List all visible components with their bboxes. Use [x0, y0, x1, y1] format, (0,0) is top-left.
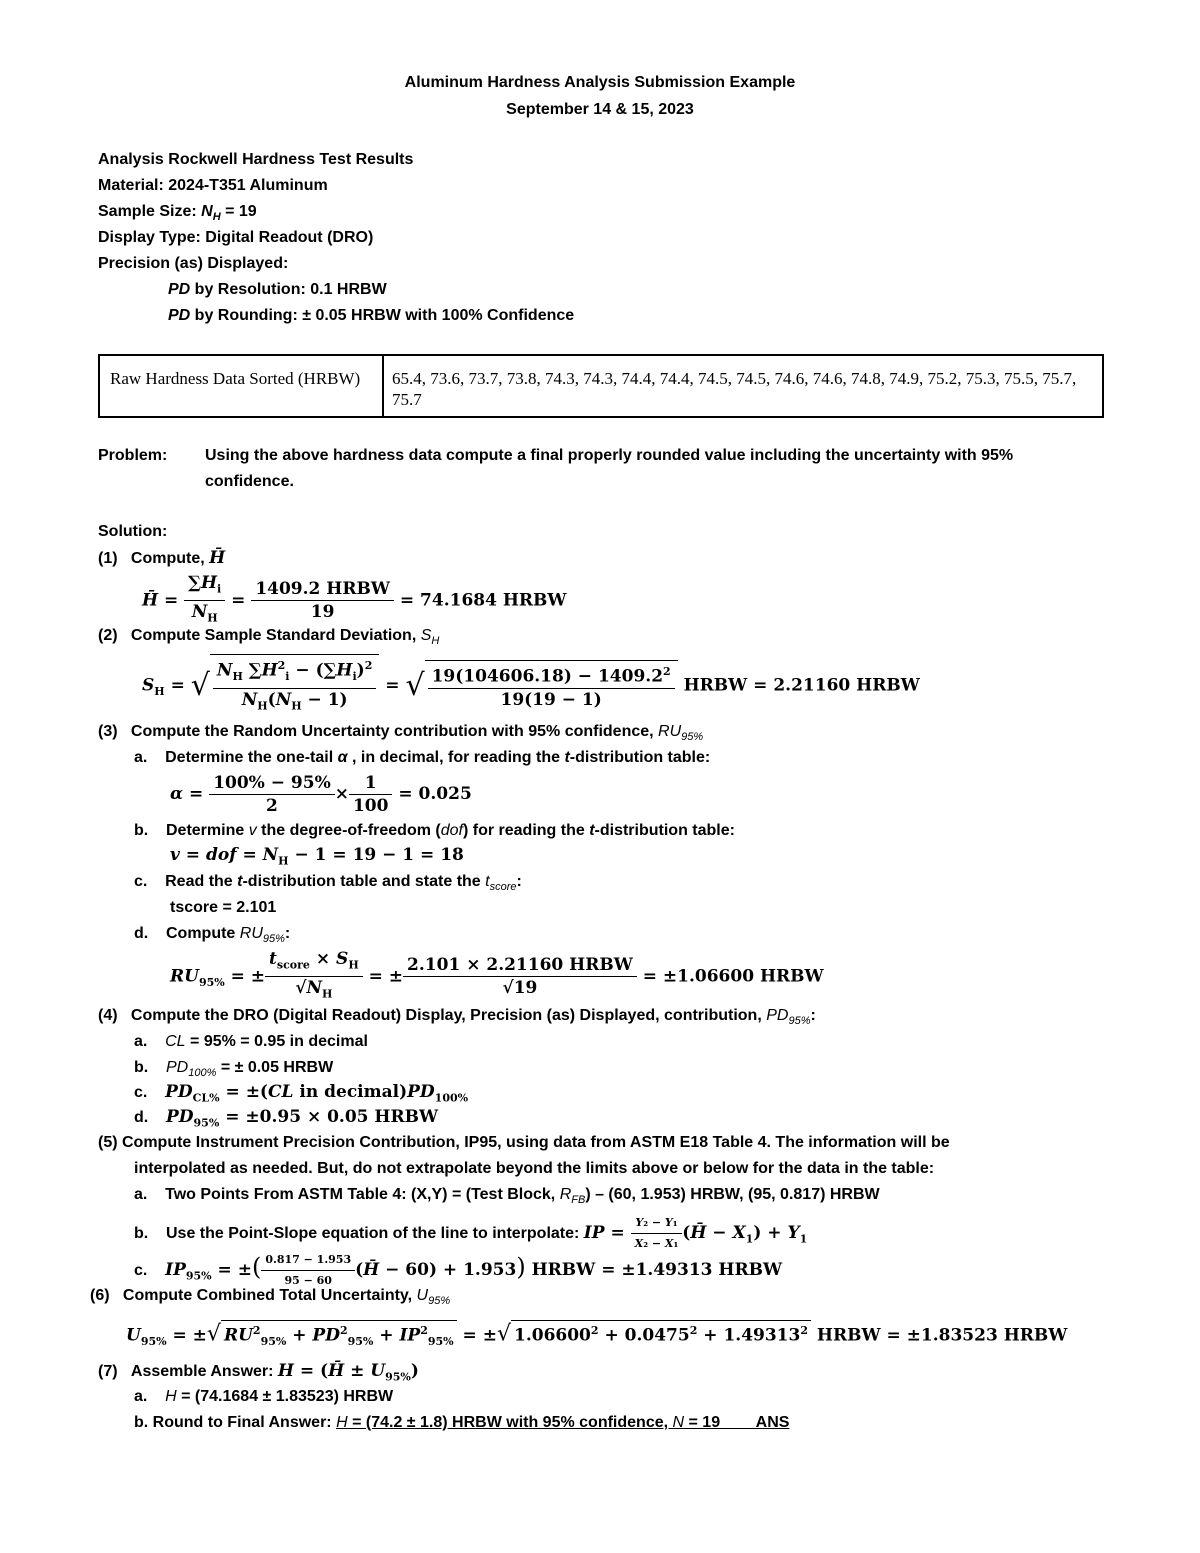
sample-size-label: Sample Size:	[98, 203, 197, 220]
step3-title: (3) Compute the Random Uncertainty contribution with 95% confidence, $RU_{95\%}$	[98, 723, 704, 744]
material-line: Material: 2024-T351 Aluminum	[98, 177, 328, 194]
step5a: a. Two Points From ASTM Table 4: (X,Y) = (Test Block, $R_{FB}) - (60$, 1.953) HRBW, (95, 0.817) HRBW	[134, 1186, 880, 1207]
pd-rounding-line: PD by Rounding: ± 0.05 HRBW with 100% Confidence	[168, 307, 575, 324]
step3d-equation: $RU_{95\%}$ = ± $\frac{t_{score} \times S_H}{√N_H}$ = ± $\frac{\text{2.101 × 2.21160 HRBW}}{√19}$ = ±1.06600 HRBW	[170, 949, 824, 1001]
step7b	[134, 1413, 789, 1433]
step3c-text: c. Read the t-distribution table and state the $t_{score}$:	[134, 873, 522, 894]
step3b-text: b. Determine v the degree-of-freedom (dof) for reading the t-distribution table:	[134, 822, 735, 839]
final-answer: H = (74.2 ± 1.8) HRBW with 95% confidence, N = 19 ANS	[336, 1414, 790, 1431]
step1-equation: H̄ = $\frac{\sum H_i}{N_H}$ = $\frac{\text{1409.2 HRBW}}{19}$ = 74.1684 HRBW	[142, 573, 567, 625]
step5-title-line2: interpolated as needed. But, do not extrapolate beyond the limits above or below for the data in the table:	[134, 1160, 935, 1177]
table-label: Raw Hardness Data Sorted (HRBW)	[110, 369, 361, 388]
pd-resolution-line: PD by Resolution: 0.1 HRBW	[168, 281, 387, 298]
step7a: a. H = (74.1684 ± 1.83523) HRBW	[134, 1388, 394, 1405]
problem-label: Problem:	[98, 447, 168, 464]
step4c: c. $PD_{CL\%} = \pm(CL$ in $decimal)PD_{100\%}$	[134, 1082, 469, 1105]
sample-size-line	[98, 202, 257, 227]
step5-title-line1: (5) Compute Instrument Precision Contribution, IP95, using data from ASTM E18 Table 4. The information will be	[98, 1134, 950, 1151]
display-type-line: Display Type: Digital Readout (DRO)	[98, 229, 374, 246]
sample-size-value: $N_H = 19$	[201, 203, 257, 224]
page-title: Aluminum Hardness Analysis Submission Example	[404, 74, 796, 91]
step3c-value: tscore = 2.101	[170, 899, 277, 916]
raw-data-table	[98, 354, 1104, 418]
step3b-equation: v = dof = $N_H - 1 = 19 - 1 = 18$	[170, 845, 464, 868]
step3d-text: d. Compute $RU_{95\%}$:	[134, 925, 291, 946]
step5b: b. Use the Point-Slope equation of the line to interpolate: IP = $\frac{\text{Y₂ − Y₁}}{\text{X₂ − X₁}}$ (H̄ − $X_1) + Y_1$	[134, 1213, 807, 1254]
solution-label: Solution:	[98, 523, 168, 540]
step7b-label: b. Round to Final Answer:	[134, 1414, 332, 1431]
step6-title: (6) Compute Combined Total Uncertainty, $U_{95\%}$	[90, 1287, 451, 1308]
table-values: 65.4, 73.6, 73.7, 73.8, 74.3, 74.3, 74.4, 74.4, 74.5, 74.5, 74.6, 74.6, 74.8, 74.9, 75.2, 75.3, 75.5, 75.7, 75.7	[392, 369, 1077, 409]
step2-equation: $S_H$ = √ $\frac{N_H \sum H^2_i - (\sum H_i)^2}{N_H(N_H - 1)}$ = √ $\frac{19(104606.18) - 1409.2^2}{19(19 - 1)}$ HRBW = 2.21160 HRBW	[142, 654, 920, 717]
step1-title: (1) Compute, H̄	[98, 548, 226, 568]
step4d: d. $PD_{95\%} = \pm 0.95 \times 0.05$ HRBW	[134, 1107, 439, 1130]
analysis-line: Analysis Rockwell Hardness Test Results	[98, 151, 414, 168]
step3a-text: a. Determine the one-tail α , in decimal, for reading the t-distribution table:	[134, 749, 711, 766]
step4a: a. CL = 95% = 0.95 in decimal	[134, 1033, 368, 1050]
step2-title: (2) Compute Sample Standard Deviation, $S_H$	[98, 627, 440, 648]
problem-text-line1: Using the above hardness data compute a final properly rounded value including the uncertainty with 95%	[205, 447, 1014, 464]
page-date: September 14 & 15, 2023	[506, 101, 694, 118]
step5c: c. $IP_{95\%}$ = ±( $\frac{0.817 - 1.953}{95 - 60}$ (H̄ − 60) + 1.953) HRBW = ±1.49313 HRBW	[134, 1250, 782, 1291]
step7-title: (7) Assemble Answer: H = (H̄ ± $U_{95\%}$)	[98, 1361, 419, 1384]
step4-title: (4) Compute the DRO (Digital Readout) Display, Precision (as) Displayed, contribution, $PD_{95\%}$:	[98, 1007, 816, 1028]
table-label-cell	[100, 356, 384, 416]
problem-text-line2: confidence.	[205, 473, 294, 490]
precision-line: Precision (as) Displayed:	[98, 255, 289, 272]
step4b: b. $PD_{100\%}$ = ± 0.05 HRBW	[134, 1059, 334, 1080]
step3a-equation: α = $\frac{100\% - 95\%}{2}$ × $\frac{1}{100}$ = 0.025	[170, 773, 472, 816]
step6-equation: $U_{95\%}$ = ±√ $RU^2_{95\%} + PD^2_{95\%} + IP^2_{95\%}$ = ±√ $1.06600^2 + 0.0475^2 + 1.49313^2$ HRBW = ±1.83523 HRBW	[126, 1320, 1067, 1352]
